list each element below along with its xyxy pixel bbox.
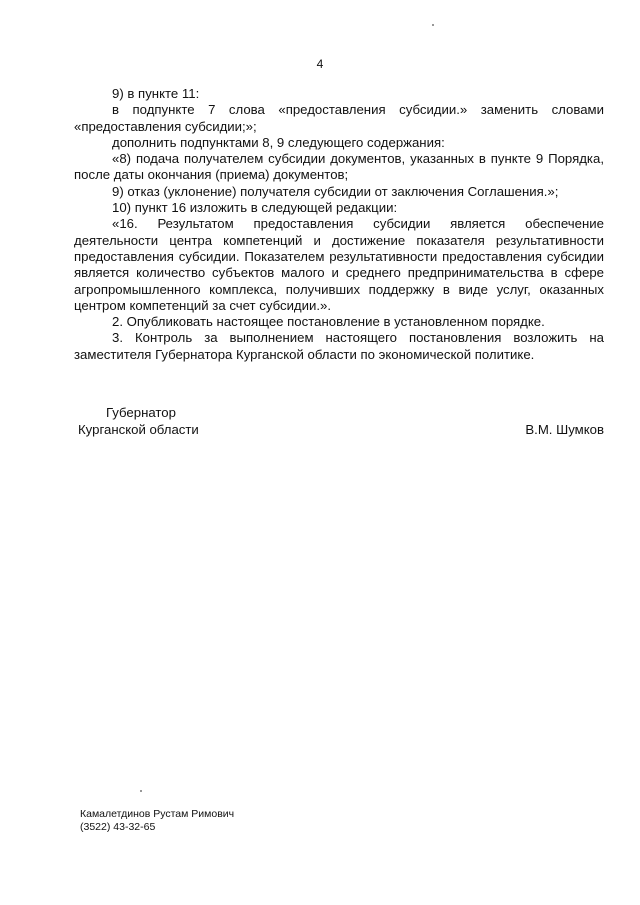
executor-name: Камалетдинов Рустам Римович	[80, 808, 235, 820]
signatory-title	[78, 404, 199, 438]
document-body	[74, 86, 604, 363]
executor-footer	[80, 808, 234, 834]
paragraph: 9) отказ (уклонение) получателя субсидии от заключения Соглашения.»;	[112, 183, 559, 199]
scan-speck	[140, 790, 142, 792]
signatory-title-line1: Губернатор	[106, 405, 176, 420]
paragraph: в подпункте 7 слова «предоставления субсидии.» заменить словами «предоставления субсидии;»;	[74, 102, 604, 134]
executor-phone: (3522) 43-32-65	[80, 821, 156, 833]
page-number: 4	[316, 57, 324, 71]
paragraph: 2. Опубликовать настоящее постановление в установленном порядке.	[112, 314, 545, 330]
signatory-title-line2: Курганской области	[78, 422, 199, 437]
paragraph: дополнить подпунктами 8, 9 следующего содержания:	[112, 134, 445, 150]
paragraph: «16. Результатом предоставления субсидии является обеспечение деятельности центра компетенций и достижение показателя результативности предоставления субсидии. Показателем результативности предоставления субсидии является количество субъектов малого и среднего предпринимательства в сфере агропромышленного комплекса, получивших поддержку в виде услуг, оказанных центром компетенций за счет субсидии.».	[74, 216, 604, 313]
paragraph: «8) подача получателем субсидии документов, указанных в пункте 9 Порядка, после даты окончания (приема) документов;	[74, 151, 604, 183]
scan-speck	[432, 24, 434, 26]
paragraph: 9) в пункте 11:	[112, 86, 200, 101]
paragraph: 3. Контроль за выполнением настоящего постановления возложить на заместителя Губернатора Курганской области по экономической политике.	[74, 330, 604, 362]
paragraph: 10) пункт 16 изложить в следующей редакции:	[112, 200, 398, 216]
signatory-name: В.М. Шумков	[525, 422, 604, 437]
